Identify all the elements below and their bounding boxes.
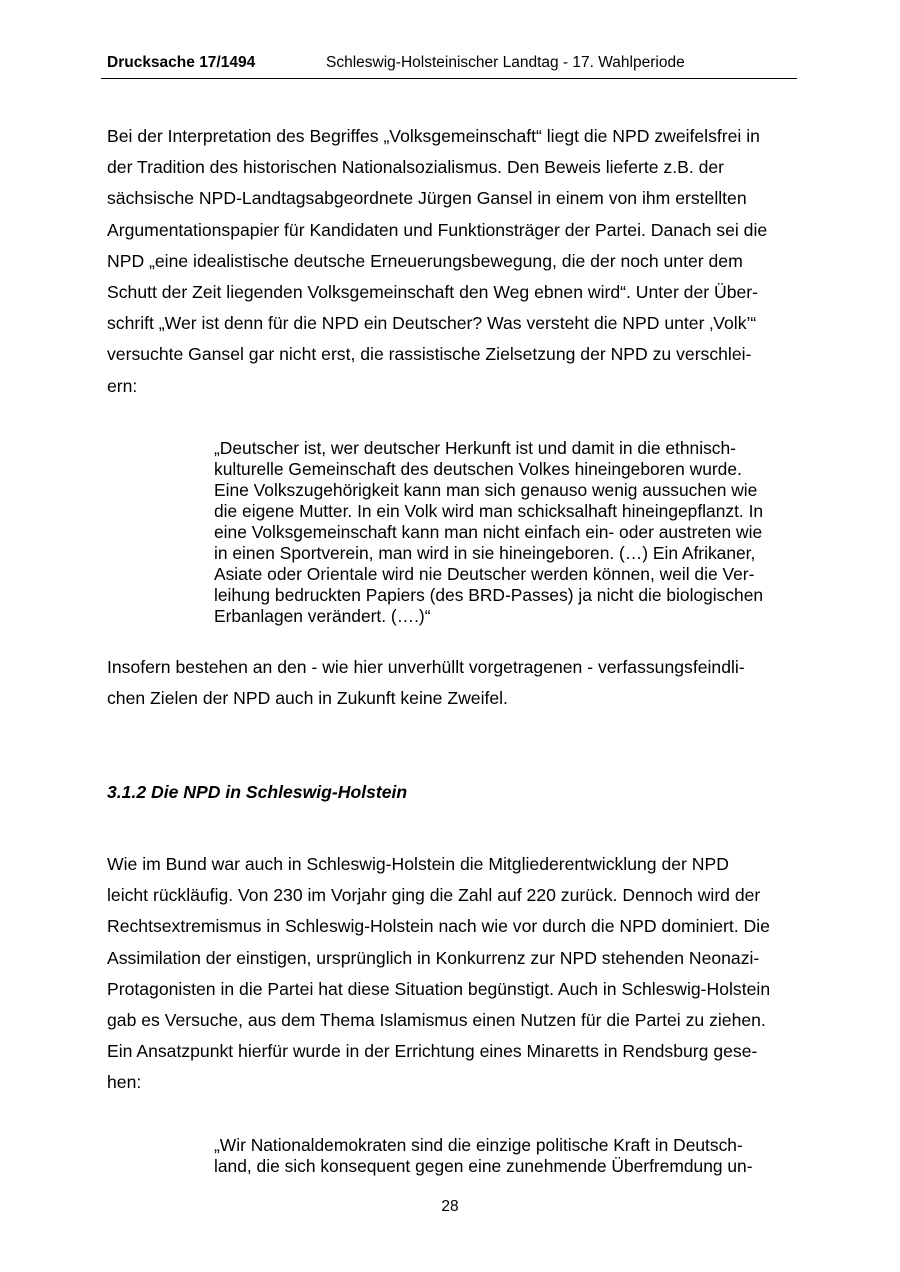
quote-line: die eigene Mutter. In ein Volk wird man schicksalhaft hineingepflanzt. In	[214, 501, 764, 521]
quote-line: land, die sich konsequent gegen eine zunehmende Überfremdung un-	[214, 1156, 753, 1176]
header-title: Schleswig-Holsteinischer Landtag - 17. Wahlperiode	[326, 54, 685, 71]
paragraph-conclusion	[107, 652, 797, 714]
text-line: NPD „eine idealistische deutsche Erneuerungsbewegung, die der noch unter dem	[107, 250, 743, 271]
quote-line: leihung bedruckten Papiers (des BRD-Passes) ja nicht die biologischen	[214, 585, 764, 605]
text-line: leicht rückläufig. Von 230 im Vorjahr ging die Zahl auf 220 zurück. Dennoch wird der	[107, 885, 761, 906]
text-line: Bei der Interpretation des Begriffes „Volksgemeinschaft“ liegt die NPD zweifelsfrei in	[107, 126, 760, 146]
text-line: chen Zielen der NPD auch in Zukunft keine Zweifel.	[107, 688, 508, 709]
text-line: schrift „Wer ist denn für die NPD ein Deutscher? Was versteht die NPD unter ‚Volk’“	[107, 313, 757, 334]
document-number: Drucksache 17/1494	[107, 54, 256, 71]
text-line: Assimilation der einstigen, ursprünglich in Konkurrenz zur NPD stehenden Neonazi-	[107, 947, 760, 968]
quote-line: in einen Sportverein, man wird in sie hineingeboren. (…) Ein Afrikaner,	[214, 543, 756, 563]
text-line: Protagonisten in die Partei hat diese Situation begünstigt. Auch in Schleswig-Holstein	[107, 978, 771, 999]
text-line: Wie im Bund war auch in Schleswig-Holstein die Mitgliederentwicklung der NPD	[107, 854, 729, 874]
quote-line: eine Volksgemeinschaft kann man nicht einfach ein- oder austreten wie	[214, 522, 763, 542]
text-line: Rechtsextremismus in Schleswig-Holstein nach wie vor durch die NPD dominiert. Die	[107, 916, 770, 937]
quote-line: „Deutscher ist, wer deutscher Herkunft ist und damit in die ethnisch-	[214, 438, 736, 458]
text-line: Schutt der Zeit liegenden Volksgemeinschaft den Weg ebnen wird“. Unter der Über-	[107, 282, 758, 303]
text-line: Ein Ansatzpunkt hierfür wurde in der Errichtung eines Minaretts in Rendsburg gese-	[107, 1041, 758, 1062]
text-line: Argumentationspapier für Kandidaten und Funktionsträger der Partei. Danach sei die	[107, 219, 768, 240]
quote-line: Erbanlagen verändert. (….)“	[214, 606, 431, 626]
paragraph-npd-sh	[107, 849, 797, 1099]
text-line: sächsische NPD-Landtagsabgeordnete Jürgen Gansel in einem von ihm erstellten	[107, 188, 747, 209]
quote-line: kulturelle Gemeinschaft des deutschen Volkes hineingeboren wurde.	[214, 459, 742, 479]
text-line: hen:	[107, 1072, 142, 1093]
block-quote-nationaldemokraten	[214, 1135, 794, 1177]
page-header	[101, 52, 797, 79]
text-line: ern:	[107, 375, 138, 396]
text-line: gab es Versuche, aus dem Thema Islamismus einen Nutzen für die Partei zu ziehen.	[107, 1010, 766, 1031]
section-heading: 3.1.2 Die NPD in Schleswig-Holstein	[107, 782, 408, 802]
paragraph-interpretation	[107, 121, 797, 402]
quote-line: Eine Volkszugehörigkeit kann man sich genauso wenig aussuchen wie	[214, 480, 758, 500]
text-line: der Tradition des historischen Nationalsozialismus. Den Beweis lieferte z.B. der	[107, 157, 725, 178]
quote-line: Asiate oder Orientale wird nie Deutscher werden können, weil die Ver-	[214, 564, 755, 584]
block-quote-gansel	[214, 438, 794, 627]
text-line: Insofern bestehen an den - wie hier unverhüllt vorgetragenen - verfassungsfeindli-	[107, 657, 745, 677]
text-line: versuchte Gansel gar nicht erst, die rassistische Zielsetzung der NPD zu verschlei-	[107, 344, 752, 365]
page-number: 28	[441, 1198, 459, 1215]
quote-line: „Wir Nationaldemokraten sind die einzige politische Kraft in Deutsch-	[214, 1135, 743, 1155]
